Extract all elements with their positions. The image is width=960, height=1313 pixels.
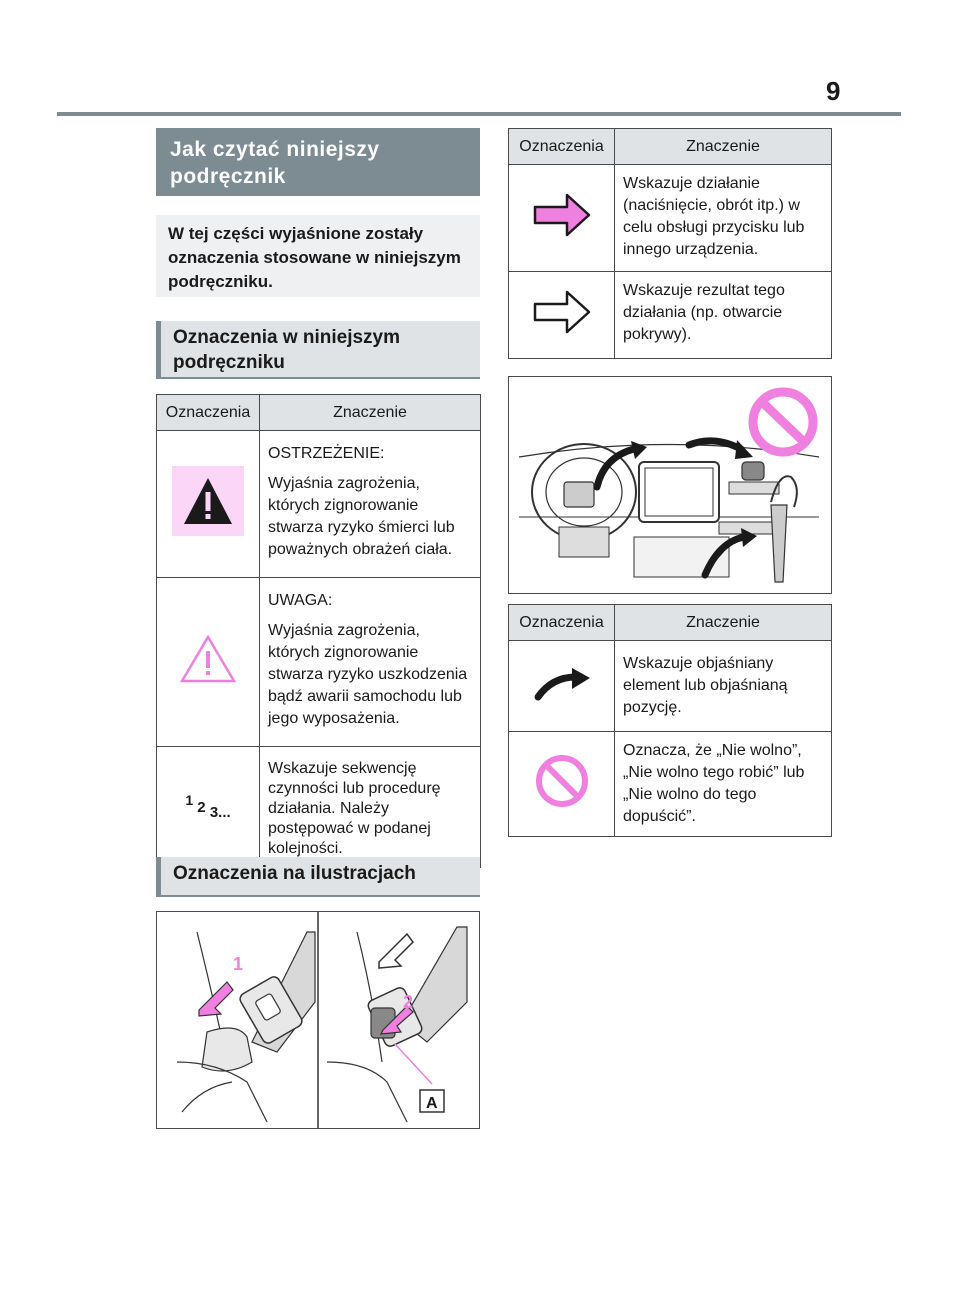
- sequence-numbers-icon: 1 2 3...: [185, 791, 231, 821]
- step-2-label: 2: [403, 992, 414, 1012]
- table-row-result: [509, 272, 832, 359]
- header-rule: [57, 112, 901, 116]
- table-row-prohibit: [509, 732, 832, 837]
- table-row-pointer: [509, 641, 832, 732]
- col-header-symbol: Oznaczenia: [509, 605, 615, 641]
- col-header-symbol: Oznaczenia: [509, 129, 615, 165]
- seatbelt-drawing: [157, 912, 479, 1128]
- pointer-text: Wskazuje objaśniany element lub objaśnianą pozycję.: [615, 641, 832, 732]
- section-heading-manual-symbols: Oznaczenia w niniejszym podręczniku: [156, 321, 480, 379]
- table-row-sequence: [157, 747, 481, 868]
- pointer-arrow-icon: [532, 663, 592, 703]
- prohibition-icon: [534, 753, 590, 809]
- col-header-symbol: Oznaczenia: [157, 395, 260, 431]
- warning-label: OSTRZEŻENIE:: [268, 445, 385, 462]
- callout-a-label: A: [426, 1095, 438, 1112]
- warning-triangle-icon: [172, 466, 244, 536]
- col-header-meaning: Znaczenie: [615, 605, 832, 641]
- dashboard-drawing: [509, 377, 831, 593]
- col-header-meaning: Znaczenie: [615, 129, 832, 165]
- notice-text: Wyjaśnia zagrożenia, których zignorowanie stwarza ryzyko uszkodzenia bądź awarii samochodu lub jego wyposażenia.: [268, 622, 468, 727]
- table-row-action: [509, 165, 832, 272]
- table-row-notice: [157, 578, 481, 747]
- col-header-meaning: Znaczenie: [260, 395, 481, 431]
- symbols-table-manual: [156, 394, 481, 868]
- result-text: Wskazuje rezultat tego działania (np. otwarcie pokrywy).: [615, 272, 832, 359]
- seatbelt-illustration: [156, 911, 480, 1129]
- intro-text: W tej części wyjaśnione zostały oznaczenia stosowane w niniejszym podręczniku.: [156, 215, 480, 297]
- warning-text: Wyjaśnia zagrożenia, których zignorowanie stwarza ryzyko śmierci lub poważnych obrażeń ciała.: [268, 475, 455, 558]
- action-text: Wskazuje działanie (naciśnięcie, obrót itp.) w celu obsługi przycisku lub innego urządzenia.: [615, 165, 832, 272]
- action-arrow-icon: [531, 191, 593, 239]
- notice-label: UWAGA:: [268, 592, 333, 609]
- step-1-label: 1: [233, 954, 244, 974]
- table-row-warning: [157, 431, 481, 578]
- symbols-table-illustrations: [508, 604, 832, 837]
- caution-triangle-icon: [176, 631, 240, 687]
- symbols-table-actions: [508, 128, 832, 359]
- prohibit-text: Oznacza, że „Nie wolno”, „Nie wolno tego robić” lub „Nie wolno do tego dopuścić”.: [615, 732, 832, 837]
- dashboard-illustration: [508, 376, 832, 594]
- page-title: Jak czytać niniejszy podręcznik: [156, 128, 480, 196]
- page-number: 9: [826, 76, 841, 106]
- section-heading-illustration-symbols: Oznaczenia na ilustracjach: [156, 857, 480, 897]
- sequence-text: Wskazuje sekwencję czynności lub procedurę działania. Należy postępować w podanej kolejności.: [260, 747, 481, 868]
- result-arrow-icon: [531, 288, 593, 336]
